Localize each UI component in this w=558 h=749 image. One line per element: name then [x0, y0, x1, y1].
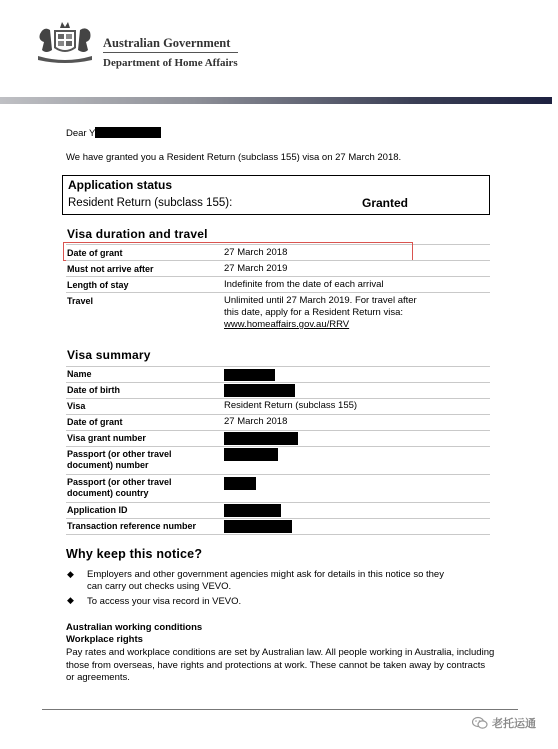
stay-value: Indefinite from the date of each arrival: [224, 279, 384, 290]
divider: [66, 260, 490, 261]
redacted-dob: [224, 384, 295, 397]
intro-text: We have granted you a Resident Return (subclass 155) visa on 27 March 2018.: [66, 152, 402, 163]
divider: [66, 534, 490, 535]
travel-value: [224, 295, 417, 331]
header-band: [0, 97, 552, 104]
divider: [66, 398, 490, 399]
redacted-application-id: [224, 504, 281, 517]
travel-label: Travel: [67, 296, 94, 306]
travel-line: Unlimited until 27 March 2019. For travel after: [224, 295, 417, 306]
redacted-grant-number: [224, 432, 298, 445]
bullet-line: can carry out checks using VEVO.: [87, 581, 232, 592]
why-title: Why keep this notice?: [66, 547, 203, 561]
summary-grant-value: 27 March 2018: [224, 416, 288, 427]
redacted-name: [95, 127, 161, 138]
duration-section-title: Visa duration and travel: [67, 227, 208, 241]
divider: [66, 414, 490, 415]
grant-date-label: Date of grant: [67, 248, 123, 258]
passport-country-label: [67, 477, 172, 499]
header-divider: [103, 52, 238, 53]
status-visa-type: Resident Return (subclass 155):: [68, 197, 233, 209]
status-value: Granted: [362, 196, 409, 210]
grant-date-highlight: [63, 242, 413, 261]
watermark-text: 老托运通: [492, 718, 536, 730]
visa-value: Resident Return (subclass 155): [224, 400, 358, 411]
divider: [66, 474, 490, 475]
arrive-label: Must not arrive after: [67, 264, 154, 274]
name-label: Name: [67, 369, 92, 379]
divider: [66, 430, 490, 431]
divider: [66, 382, 490, 383]
divider: [66, 502, 490, 503]
divider: [66, 446, 490, 447]
workplace-rights-heading: Workplace rights: [66, 634, 143, 645]
wechat-icon: [472, 716, 488, 730]
bullet-item: To access your visa record in VEVO.: [87, 596, 242, 607]
visa-label: Visa: [67, 401, 86, 411]
label-line: Passport (or other travel: [67, 449, 172, 459]
dob-label: Date of birth: [67, 385, 120, 395]
bullet-line: Employers and other government agencies might ask for details in this notice so they: [87, 569, 444, 580]
coat-of-arms-logo: [34, 20, 96, 64]
label-line: document) country: [67, 488, 149, 498]
department-title: Department of Home Affairs: [103, 57, 238, 69]
government-title: Australian Government: [103, 36, 231, 50]
redacted-passport-country: [224, 477, 256, 490]
summary-grant-label: Date of grant: [67, 417, 123, 427]
bullet-item: [87, 569, 444, 593]
redacted-name: [224, 369, 275, 381]
bullet-icon: ◆: [67, 595, 74, 605]
grant-number-label: Visa grant number: [67, 433, 146, 443]
salutation-text: Dear Y: [66, 128, 96, 139]
rrv-link[interactable]: www.homeaffairs.gov.au/RRV: [224, 319, 350, 330]
stay-label: Length of stay: [67, 280, 129, 290]
passport-number-label: [67, 449, 172, 471]
label-line: document) number: [67, 460, 149, 470]
workplace-paragraph: Pay rates and workplace conditions are set by Australian law. All people working in Australia, including those from overseas, have rights and protections at work. These cannot be taken away by contracts or agreements.: [66, 647, 495, 683]
divider: [66, 292, 490, 293]
redacted-passport-number: [224, 448, 278, 461]
label-line: Passport (or other travel: [67, 477, 172, 487]
footer-divider: [42, 709, 518, 710]
status-title: Application status: [68, 178, 173, 192]
summary-section-title: Visa summary: [67, 348, 151, 362]
arrive-value: 27 March 2019: [224, 263, 288, 274]
grant-date-value: 27 March 2018: [224, 247, 288, 258]
working-heading: Australian working conditions: [66, 622, 203, 633]
bullet-icon: ◆: [67, 569, 74, 579]
redacted-trn: [224, 520, 292, 533]
application-id-label: Application ID: [67, 505, 128, 515]
travel-line: this date, apply for a Resident Return visa:: [224, 307, 404, 318]
divider: [66, 518, 490, 519]
trn-label: Transaction reference number: [67, 521, 197, 531]
salutation: [66, 127, 161, 139]
divider: [66, 366, 490, 367]
divider: [66, 276, 490, 277]
